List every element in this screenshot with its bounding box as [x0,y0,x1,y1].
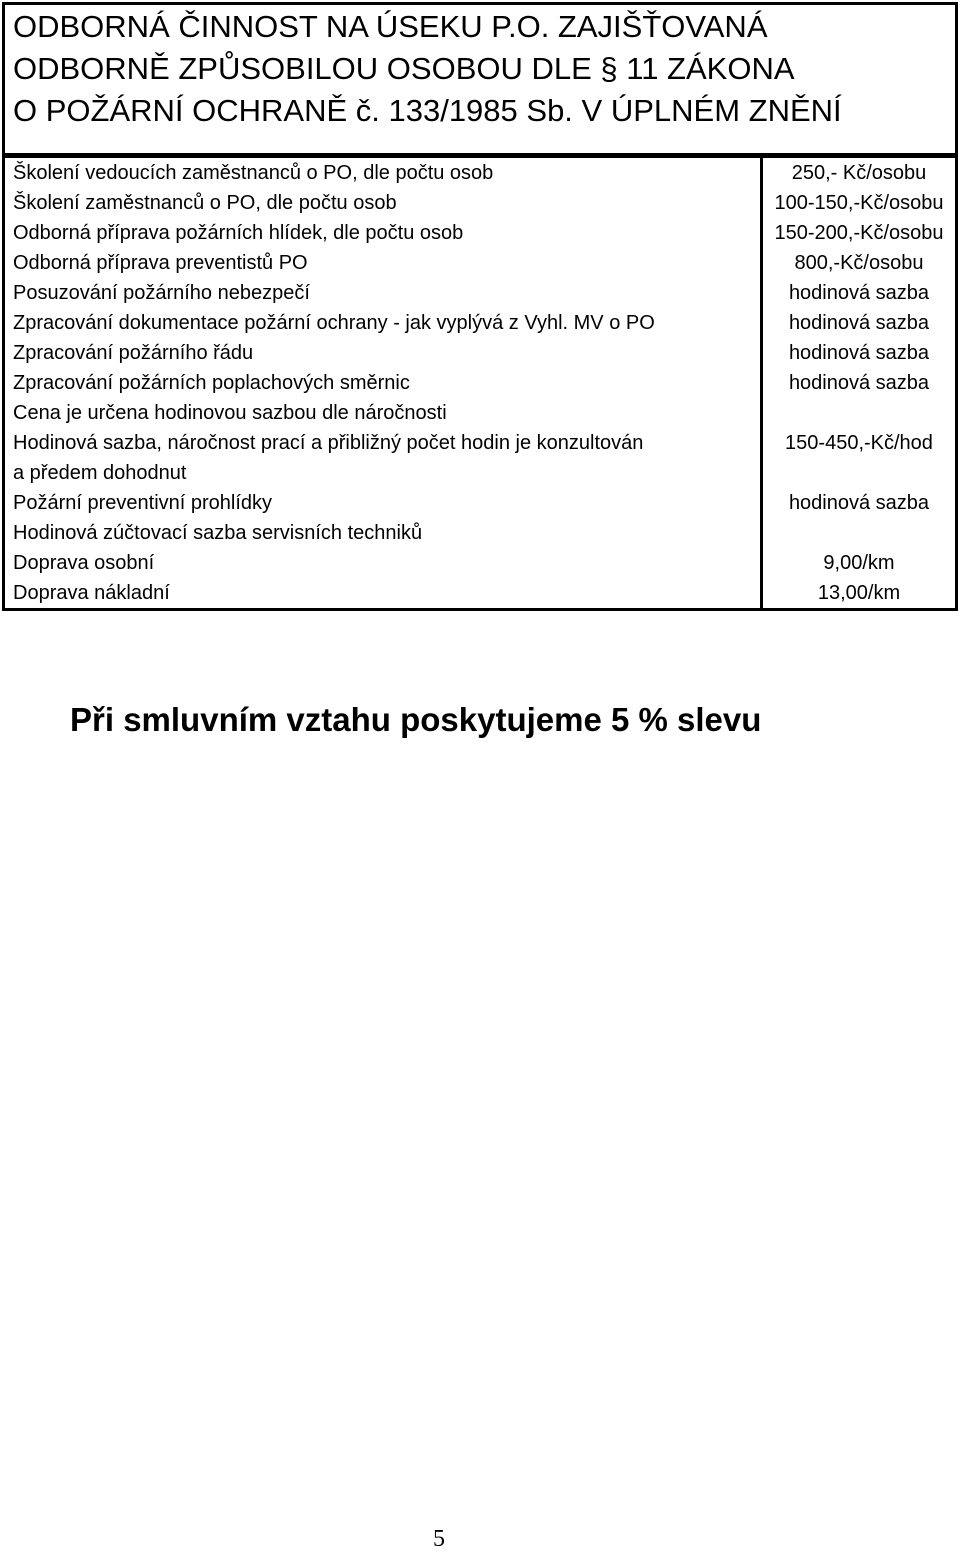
header-title-line-2: ODBORNĚ ZPŮSOBILOU OSOBOU DLE § 11 ZÁKONA [13,51,795,86]
service-name: Hodinová sazba, náročnost prací a přibližný počet hodin je konzultován [4,428,762,458]
service-price: hodinová sazba [788,342,930,364]
price-list-table [2,155,958,611]
table-row [4,248,957,278]
table-row [4,488,957,518]
table-row [4,518,957,548]
service-price: 150-450,-Kč/hod [785,432,933,454]
service-name: Doprava osobní [4,548,762,578]
header-title-line-3: O POŽÁRNÍ OCHRANĚ č. 133/1985 Sb. V ÚPLNÉM ZNĚNÍ [13,93,842,128]
service-name: Požární preventivní prohlídky [4,488,762,518]
service-price: 9,00/km [823,552,895,574]
service-name: Zpracování dokumentace požární ochrany - jak vyplývá z Vyhl. MV o PO [4,308,762,338]
table-row [4,428,957,458]
service-price: 13,00/km [817,582,901,604]
page-number: 5 [433,1526,445,1552]
service-name: Zpracování požárních poplachových směrnic [4,368,762,398]
service-name: Posuzování požárního nebezpečí [4,278,762,308]
table-row [4,188,957,218]
service-name: Školení zaměstnanců o PO, dle počtu osob [4,188,762,218]
table-row [4,548,957,578]
service-price: hodinová sazba [788,372,930,394]
service-price [762,398,957,428]
service-price: 250,- Kč/osobu [791,162,927,184]
service-name: Školení vedoucích zaměstnanců o PO, dle počtu osob [4,157,762,189]
table-row [4,398,957,428]
service-name: a předem dohodnut [4,458,762,488]
service-name: Zpracování požárního řádu [4,338,762,368]
service-name: Odborná příprava preventistů PO [4,248,762,278]
table-row [4,368,957,398]
service-name: Hodinová zúčtovací sazba servisních techniků [4,518,762,548]
table-row [4,278,957,308]
table-row [4,338,957,368]
service-name: Doprava nákladní [4,578,762,610]
service-price: hodinová sazba [788,282,930,304]
service-price: hodinová sazba [788,492,930,514]
service-name: Cena je určena hodinovou sazbou dle náročnosti [4,398,762,428]
table-row [4,578,957,610]
document-header [2,2,958,156]
service-price [762,458,957,488]
table-row [4,308,957,338]
service-price [762,518,957,548]
service-price: 100-150,-Kč/osobu [774,192,944,214]
table-row [4,218,957,248]
service-price: 800,-Kč/osobu [794,252,924,274]
service-price: 150-200,-Kč/osobu [774,222,944,244]
header-title-line-1: ODBORNÁ ČINNOST NA ÚSEKU P.O. ZAJIŠŤOVANÁ [13,9,768,44]
service-name: Odborná příprava požárních hlídek, dle počtu osob [4,218,762,248]
table-row [4,458,957,488]
table-row [4,157,957,189]
discount-note: Při smluvním vztahu poskytujeme 5 % slevu [70,701,762,738]
service-price: hodinová sazba [788,312,930,334]
